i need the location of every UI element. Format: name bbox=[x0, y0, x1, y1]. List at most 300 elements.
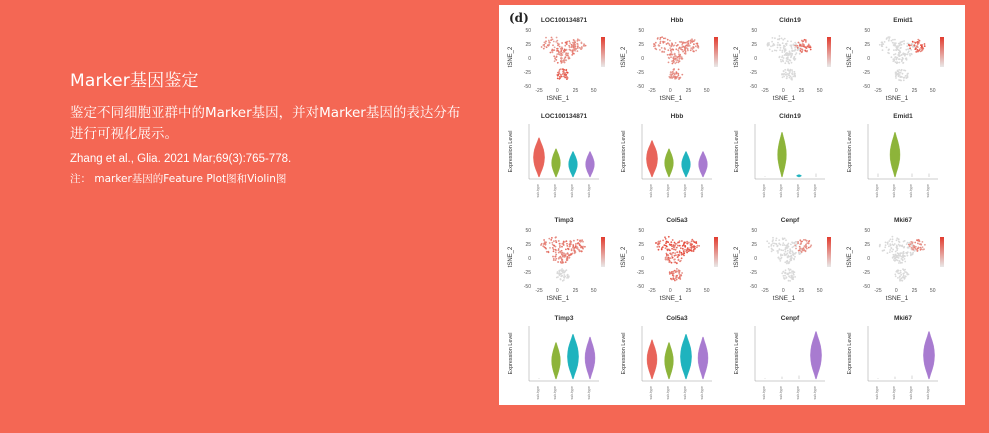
cell-point bbox=[785, 49, 787, 51]
violin-cluster-label: sub-type bbox=[779, 184, 783, 198]
violin-cluster-label: sub-type bbox=[553, 184, 557, 198]
cell-point bbox=[896, 271, 898, 273]
cell-point bbox=[555, 236, 557, 238]
cell-point bbox=[784, 261, 786, 263]
cell-point bbox=[549, 242, 551, 244]
cell-point bbox=[559, 77, 561, 79]
cell-point bbox=[657, 38, 659, 40]
cell-point bbox=[677, 60, 679, 62]
cell-point bbox=[879, 44, 881, 46]
cell-point bbox=[784, 62, 786, 64]
cell-point bbox=[564, 253, 566, 255]
x-tick-label: 25 bbox=[685, 88, 692, 94]
cell-point bbox=[581, 251, 583, 253]
cell-point bbox=[697, 44, 699, 46]
cell-point bbox=[679, 278, 681, 280]
cell-point bbox=[792, 76, 794, 78]
cell-point bbox=[916, 49, 918, 51]
cell-point bbox=[786, 75, 788, 77]
cell-point bbox=[900, 47, 902, 49]
cell-point bbox=[541, 46, 543, 48]
cell-point bbox=[893, 259, 895, 261]
cell-point bbox=[555, 258, 557, 260]
cell-point bbox=[784, 272, 786, 274]
cell-point bbox=[675, 249, 677, 251]
cell-point bbox=[553, 41, 555, 43]
cell-point bbox=[562, 69, 564, 71]
cell-point bbox=[784, 278, 786, 280]
violin-cluster-label: sub-type bbox=[926, 184, 930, 198]
cell-point bbox=[584, 246, 586, 248]
cell-point bbox=[676, 251, 678, 253]
cell-point bbox=[687, 249, 689, 251]
y-tick-label: 0 bbox=[528, 56, 531, 62]
cell-point bbox=[897, 260, 899, 262]
y-axis-label: Expression Level bbox=[621, 130, 627, 173]
cell-point bbox=[886, 47, 888, 49]
cell-point bbox=[677, 245, 679, 247]
cell-point bbox=[678, 269, 680, 271]
violin bbox=[682, 152, 691, 178]
cell-point bbox=[667, 249, 669, 251]
cell-point bbox=[686, 47, 688, 49]
y-tick-label: 25 bbox=[864, 242, 870, 248]
cell-point bbox=[783, 70, 785, 72]
cell-point bbox=[774, 50, 776, 52]
violin bbox=[647, 340, 657, 379]
cell-point bbox=[581, 47, 583, 49]
cell-point bbox=[909, 53, 911, 55]
cell-point bbox=[678, 259, 680, 261]
y-tick-label: -50 bbox=[862, 84, 870, 90]
cell-point bbox=[674, 245, 676, 247]
violin bbox=[778, 132, 787, 177]
y-axis-label: Expression Level bbox=[734, 130, 740, 173]
cell-point bbox=[565, 249, 567, 251]
cell-point bbox=[781, 73, 783, 75]
y-tick-label: 25 bbox=[638, 42, 644, 48]
y-tick-label: 25 bbox=[525, 42, 531, 48]
y-axis-label: tSNE_2 bbox=[621, 46, 627, 68]
cell-point bbox=[674, 73, 676, 75]
cell-point bbox=[554, 58, 556, 60]
cell-point bbox=[794, 256, 796, 258]
cell-point bbox=[918, 247, 920, 249]
y-tick-label: 25 bbox=[864, 42, 870, 48]
cell-point bbox=[671, 244, 673, 246]
cell-point bbox=[898, 244, 900, 246]
cell-point bbox=[561, 268, 563, 270]
cell-point bbox=[805, 240, 807, 242]
cell-point bbox=[771, 251, 773, 253]
cell-point bbox=[895, 53, 897, 55]
cell-point bbox=[888, 40, 890, 42]
violin-cluster-label: sub-type bbox=[779, 386, 783, 400]
cell-point bbox=[904, 269, 906, 271]
cell-point bbox=[910, 243, 912, 245]
cell-point bbox=[557, 62, 559, 64]
violin bbox=[552, 343, 561, 380]
cell-point bbox=[686, 242, 688, 244]
cell-point bbox=[684, 246, 686, 248]
feature-points bbox=[653, 36, 699, 80]
cell-point bbox=[564, 256, 566, 258]
cell-point bbox=[690, 40, 692, 42]
feature-plot-title: Cenpf bbox=[780, 217, 800, 224]
y-tick-label: -50 bbox=[636, 284, 644, 290]
cell-point bbox=[902, 58, 904, 60]
cell-point bbox=[669, 47, 671, 49]
cell-point bbox=[891, 56, 893, 58]
cell-point bbox=[559, 46, 561, 48]
feature-points bbox=[655, 236, 700, 281]
cell-point bbox=[559, 246, 561, 248]
cell-point bbox=[552, 52, 554, 54]
violin bbox=[569, 152, 578, 178]
x-tick-label: -25 bbox=[874, 288, 882, 294]
feature-plot-title: Mki67 bbox=[893, 217, 913, 224]
cell-point bbox=[565, 49, 567, 51]
cell-point bbox=[661, 47, 663, 49]
cell-point bbox=[674, 255, 676, 257]
cell-point bbox=[800, 243, 802, 245]
violin bbox=[665, 149, 674, 177]
cell-point bbox=[562, 73, 564, 75]
cell-point bbox=[545, 244, 547, 246]
panel-label: (d) bbox=[509, 11, 529, 25]
y-axis-label: tSNE_2 bbox=[508, 46, 514, 68]
x-axis-label: tSNE_1 bbox=[885, 295, 909, 302]
cell-point bbox=[798, 42, 800, 44]
feature-points bbox=[879, 36, 926, 81]
cell-point bbox=[902, 268, 904, 270]
cell-point bbox=[768, 242, 770, 244]
violin bbox=[533, 138, 544, 177]
cell-point bbox=[557, 261, 559, 263]
cell-point bbox=[543, 239, 545, 241]
cell-point bbox=[678, 56, 680, 58]
cell-point bbox=[562, 52, 564, 54]
cell-point bbox=[670, 278, 672, 280]
colorbar bbox=[940, 237, 944, 267]
y-tick-label: -50 bbox=[523, 84, 531, 90]
cell-point bbox=[673, 275, 675, 277]
violin-cluster-label: sub-type bbox=[762, 386, 766, 400]
cell-point bbox=[892, 39, 894, 41]
cell-point bbox=[791, 54, 793, 56]
cell-point bbox=[896, 45, 898, 47]
cell-point bbox=[794, 45, 796, 47]
cell-point bbox=[670, 257, 672, 259]
cell-point bbox=[682, 51, 684, 53]
x-tick-label: 50 bbox=[703, 88, 710, 94]
cell-point bbox=[902, 256, 904, 258]
cell-point bbox=[573, 240, 575, 242]
cell-point bbox=[911, 254, 913, 256]
cell-point bbox=[892, 60, 894, 62]
cell-point bbox=[670, 56, 672, 58]
cell-point bbox=[691, 241, 693, 243]
violin bbox=[646, 141, 657, 178]
cell-point bbox=[695, 242, 697, 244]
cell-point bbox=[676, 57, 678, 59]
y-tick-label: 25 bbox=[751, 242, 757, 248]
cell-point bbox=[892, 58, 894, 60]
cell-point bbox=[922, 241, 924, 243]
cell-point bbox=[573, 44, 575, 46]
cell-point bbox=[800, 248, 802, 250]
cell-point bbox=[785, 54, 787, 56]
cell-point bbox=[777, 44, 779, 46]
y-axis-label: tSNE_2 bbox=[734, 46, 740, 68]
cell-point bbox=[782, 250, 784, 252]
violin-cluster-label: sub-type bbox=[587, 386, 591, 400]
cell-point bbox=[668, 257, 670, 259]
cell-point bbox=[788, 255, 790, 257]
x-axis-label: tSNE_1 bbox=[772, 295, 796, 302]
violin-cluster-label: sub-type bbox=[683, 184, 687, 198]
cell-point bbox=[781, 38, 783, 40]
cell-point bbox=[553, 55, 555, 57]
cell-point bbox=[561, 250, 563, 252]
cell-point bbox=[884, 246, 886, 248]
cell-point bbox=[672, 63, 674, 65]
cell-point bbox=[568, 40, 570, 42]
cell-point bbox=[678, 53, 680, 55]
cell-point bbox=[575, 48, 577, 50]
cell-point bbox=[900, 262, 902, 264]
cell-point bbox=[788, 62, 790, 64]
cell-point bbox=[787, 256, 789, 258]
cell-point bbox=[662, 42, 664, 44]
cell-point bbox=[679, 41, 681, 43]
cell-point bbox=[677, 49, 679, 51]
cell-point bbox=[887, 242, 889, 244]
cell-point bbox=[786, 77, 788, 79]
cell-point bbox=[905, 75, 907, 77]
cell-point bbox=[552, 247, 554, 249]
cell-point bbox=[551, 49, 553, 51]
x-tick-label: -25 bbox=[648, 88, 656, 94]
cell-point bbox=[685, 42, 687, 44]
cell-point bbox=[669, 250, 671, 252]
cell-point bbox=[784, 54, 786, 56]
cell-point bbox=[569, 254, 571, 256]
cell-point bbox=[899, 255, 901, 257]
cell-point bbox=[546, 46, 548, 48]
cell-point bbox=[569, 46, 571, 48]
violin-cluster-label: sub-type bbox=[570, 386, 574, 400]
cell-point bbox=[671, 245, 673, 247]
cell-point bbox=[792, 271, 794, 273]
cell-point bbox=[892, 236, 894, 238]
violin-cluster-label: sub-type bbox=[813, 184, 817, 198]
cell-point bbox=[771, 248, 773, 250]
cell-point bbox=[678, 62, 680, 64]
cell-point bbox=[810, 246, 812, 248]
y-axis-label: Expression Level bbox=[847, 130, 853, 173]
x-tick-label: -25 bbox=[874, 88, 882, 94]
cell-point bbox=[895, 275, 897, 277]
cell-point bbox=[779, 35, 781, 37]
colorbar bbox=[601, 237, 605, 267]
cell-point bbox=[787, 40, 789, 42]
cell-point bbox=[806, 47, 808, 49]
cell-point bbox=[577, 247, 579, 249]
cell-point bbox=[922, 246, 924, 248]
y-tick-label: -25 bbox=[523, 70, 531, 76]
cell-point bbox=[555, 41, 557, 43]
cell-point bbox=[790, 249, 792, 251]
cell-point bbox=[559, 73, 561, 75]
cell-point bbox=[780, 47, 782, 49]
cell-point bbox=[907, 75, 909, 77]
figure-note: 注： marker基因的Feature Plot图和Violin图 bbox=[70, 173, 287, 185]
cell-point bbox=[560, 52, 562, 54]
cell-point bbox=[540, 244, 542, 246]
cell-point bbox=[673, 272, 675, 274]
cell-point bbox=[902, 277, 904, 279]
violin-cluster-label: sub-type bbox=[536, 386, 540, 400]
cell-point bbox=[888, 38, 890, 40]
cell-point bbox=[663, 244, 665, 246]
cell-point bbox=[675, 48, 677, 50]
cell-point bbox=[903, 79, 905, 81]
cell-point bbox=[681, 254, 683, 256]
cell-point bbox=[569, 257, 571, 259]
y-tick-label: -25 bbox=[862, 270, 870, 276]
cell-point bbox=[548, 238, 550, 240]
cell-point bbox=[897, 277, 899, 279]
cell-point bbox=[672, 239, 674, 241]
cell-point bbox=[657, 244, 659, 246]
cell-point bbox=[903, 275, 905, 277]
cell-point bbox=[559, 270, 561, 272]
cell-point bbox=[884, 41, 886, 43]
cell-point bbox=[903, 77, 905, 79]
cell-point bbox=[582, 241, 584, 243]
cell-point bbox=[674, 53, 676, 55]
y-tick-label: -25 bbox=[636, 70, 644, 76]
cell-point bbox=[571, 54, 573, 56]
cell-point bbox=[681, 41, 683, 43]
cell-point bbox=[900, 272, 902, 274]
cell-point bbox=[557, 42, 559, 44]
cell-point bbox=[577, 40, 579, 42]
cell-point bbox=[782, 76, 784, 78]
cell-point bbox=[806, 242, 808, 244]
cell-point bbox=[797, 49, 799, 51]
cell-point bbox=[564, 241, 566, 243]
cell-point bbox=[679, 250, 681, 252]
cell-point bbox=[692, 47, 694, 49]
cell-point bbox=[559, 272, 561, 274]
cell-point bbox=[899, 76, 901, 78]
cell-point bbox=[562, 243, 564, 245]
cell-point bbox=[888, 49, 890, 51]
cell-point bbox=[886, 38, 888, 40]
cell-point bbox=[676, 263, 678, 265]
violin bbox=[552, 149, 561, 177]
cell-point bbox=[696, 246, 698, 248]
cell-point bbox=[572, 245, 574, 247]
cell-point bbox=[659, 38, 661, 40]
cell-point bbox=[545, 40, 547, 42]
cell-point bbox=[905, 271, 907, 273]
cell-point bbox=[665, 247, 667, 249]
cell-point bbox=[800, 46, 802, 48]
cell-point bbox=[656, 242, 658, 244]
cell-point bbox=[773, 245, 775, 247]
cell-point bbox=[791, 258, 793, 260]
x-axis-label: tSNE_1 bbox=[772, 95, 796, 102]
cell-point bbox=[660, 41, 662, 43]
cell-point bbox=[791, 275, 793, 277]
cell-point bbox=[783, 57, 785, 59]
cell-point bbox=[785, 43, 787, 45]
cell-point bbox=[681, 240, 683, 242]
cell-point bbox=[656, 246, 658, 248]
cell-point bbox=[670, 76, 672, 78]
section-description: 鉴定不同细胞亚群中的Marker基因，并对Marker基因的表达分布进行可视化展示。 bbox=[70, 105, 461, 142]
cell-point bbox=[672, 257, 674, 259]
cell-point bbox=[801, 251, 803, 253]
cell-point bbox=[771, 50, 773, 52]
x-tick-label: 0 bbox=[668, 88, 672, 94]
cell-point bbox=[779, 44, 781, 46]
violin-cluster-label: sub-type bbox=[649, 386, 653, 400]
cell-point bbox=[906, 54, 908, 56]
x-tick-label: 50 bbox=[929, 288, 936, 294]
cell-point bbox=[659, 240, 661, 242]
cell-point bbox=[784, 244, 786, 246]
cell-point bbox=[555, 240, 557, 242]
cell-point bbox=[667, 39, 669, 41]
cell-point bbox=[900, 70, 902, 72]
cell-point bbox=[791, 44, 793, 46]
cell-point bbox=[560, 252, 562, 254]
cell-point bbox=[899, 43, 901, 45]
cell-point bbox=[778, 57, 780, 59]
cell-point bbox=[891, 40, 893, 42]
cell-point bbox=[675, 271, 677, 273]
x-tick-label: -25 bbox=[761, 288, 769, 294]
y-tick-label: -50 bbox=[749, 284, 757, 290]
cell-point bbox=[781, 50, 783, 52]
cell-point bbox=[569, 245, 571, 247]
cell-point bbox=[681, 56, 683, 58]
cell-point bbox=[914, 242, 916, 244]
cell-point bbox=[784, 275, 786, 277]
x-tick-label: 50 bbox=[590, 288, 597, 294]
y-tick-label: -25 bbox=[749, 70, 757, 76]
cell-point bbox=[785, 251, 787, 253]
cell-point bbox=[920, 51, 922, 53]
cell-point bbox=[777, 39, 779, 41]
x-tick-label: -25 bbox=[535, 288, 543, 294]
violin bbox=[923, 332, 934, 380]
cell-point bbox=[690, 49, 692, 51]
cell-point bbox=[560, 60, 562, 62]
cell-point bbox=[782, 39, 784, 41]
cell-point bbox=[769, 49, 771, 51]
cell-point bbox=[555, 254, 557, 256]
cell-point bbox=[782, 238, 784, 240]
cell-point bbox=[907, 48, 909, 50]
cell-point bbox=[889, 249, 891, 251]
cell-point bbox=[552, 256, 554, 258]
cell-point bbox=[675, 59, 677, 61]
